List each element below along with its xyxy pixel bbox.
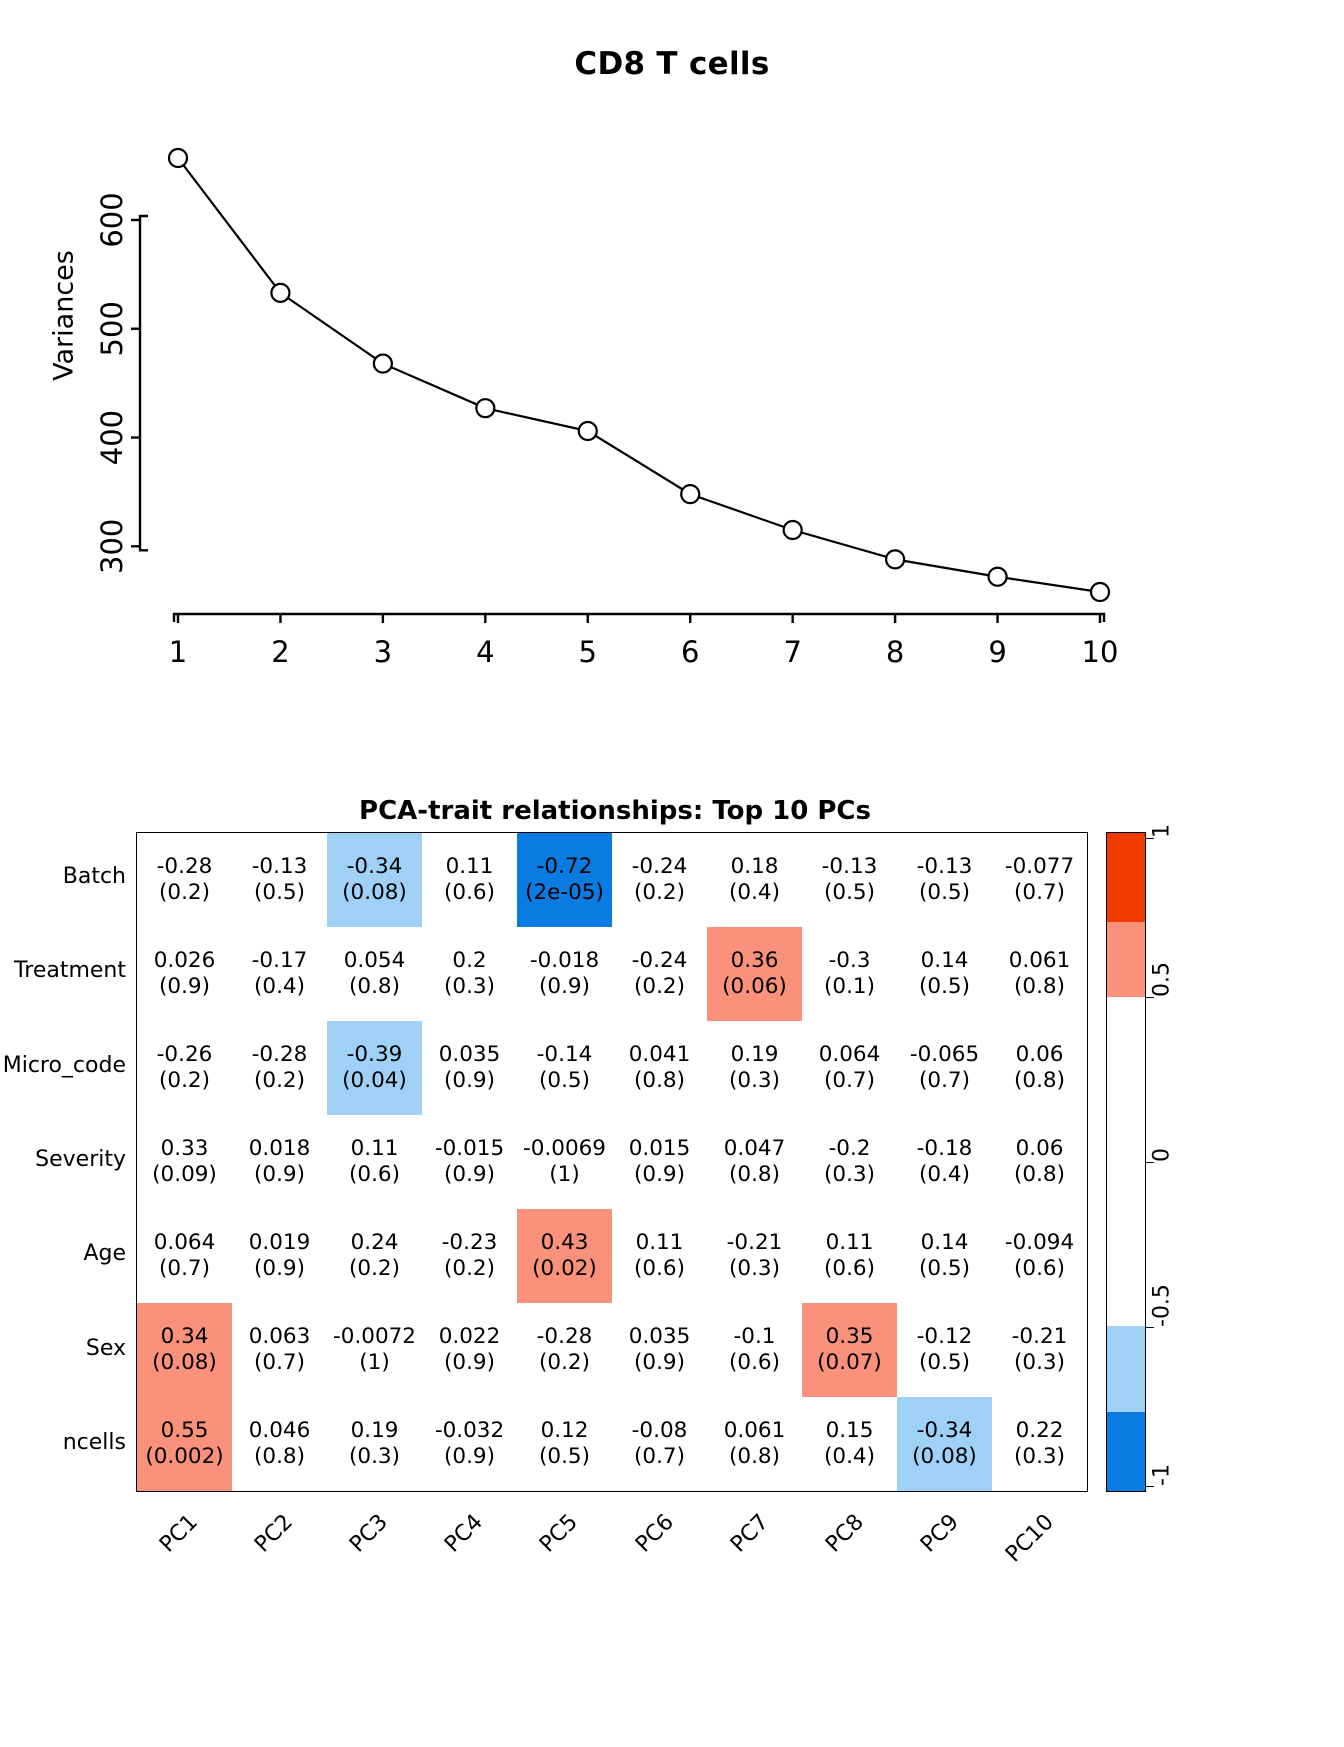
heatmap-cell-pvalue: (0.08): [912, 1444, 977, 1469]
heatmap-cell-pvalue: (0.3): [1014, 1444, 1065, 1469]
scree-data-point: [989, 568, 1007, 586]
heatmap-cell: [137, 927, 232, 1021]
heatmap-cell-correlation: -0.065: [909, 1041, 980, 1067]
heatmap-cell-correlation: 0.035: [438, 1041, 501, 1067]
heatmap-cell: [327, 1397, 422, 1491]
heatmap-cell: [802, 1115, 897, 1209]
heatmap-cell-correlation: -0.018: [529, 947, 600, 973]
heatmap-column-label: PC9: [916, 1509, 965, 1558]
heatmap-cell-pvalue: (0.3): [1014, 1350, 1065, 1375]
heatmap-cell-correlation: 0.18: [730, 853, 779, 879]
heatmap-cell-correlation: 0.43: [540, 1229, 589, 1255]
heatmap-cell-correlation: 0.06: [1015, 1041, 1064, 1067]
scree-plot-svg: [0, 0, 1344, 760]
heatmap-cell-pvalue: (0.5): [919, 1350, 970, 1375]
heatmap-cell-correlation: -0.18: [916, 1135, 973, 1161]
heatmap-cell-pvalue: (0.1): [824, 974, 875, 999]
heatmap-cell-correlation: 0.35: [825, 1323, 874, 1349]
heatmap-cell: [232, 927, 327, 1021]
heatmap-cell-pvalue: (0.9): [444, 1162, 495, 1187]
heatmap-cell-correlation: -0.21: [726, 1229, 783, 1255]
heatmap-cell-pvalue: (0.5): [254, 880, 305, 905]
colorbar-tick: [1146, 1162, 1154, 1163]
heatmap-cell: [517, 1115, 612, 1209]
heatmap-cell-pvalue: (0.7): [159, 1256, 210, 1281]
heatmap-cell-pvalue: (0.2): [254, 1068, 305, 1093]
heatmap-cell-pvalue: (0.8): [1014, 974, 1065, 999]
heatmap-cell: [517, 1209, 612, 1303]
heatmap-cell: [802, 1303, 897, 1397]
heatmap-cell: [327, 927, 422, 1021]
heatmap-cell: [612, 1397, 707, 1491]
heatmap-cell-pvalue: (0.9): [444, 1444, 495, 1469]
heatmap-cell: [422, 1021, 517, 1115]
scree-x-tick-label: 9: [988, 635, 1007, 669]
heatmap-row-label: Treatment: [14, 958, 126, 984]
heatmap-cell: [517, 1303, 612, 1397]
heatmap-cell: [707, 1115, 802, 1209]
heatmap-cell-pvalue: (0.6): [349, 1162, 400, 1187]
heatmap-cell: [232, 833, 327, 927]
heatmap-cell-correlation: 0.14: [920, 947, 969, 973]
heatmap-cell-correlation: -0.24: [631, 947, 688, 973]
heatmap-cell-pvalue: (0.3): [824, 1162, 875, 1187]
heatmap-cell-correlation: 0.11: [445, 853, 494, 879]
heatmap-cell-pvalue: (0.3): [444, 974, 495, 999]
heatmap-cell-correlation: -0.2: [828, 1135, 871, 1161]
heatmap-cell: [422, 1303, 517, 1397]
heatmap-cell-correlation: 0.022: [438, 1323, 501, 1349]
heatmap-cell-pvalue: (0.02): [532, 1256, 597, 1281]
heatmap-cell-pvalue: (0.2): [349, 1256, 400, 1281]
heatmap-cell: [327, 1209, 422, 1303]
scree-y-tick-label: 500: [95, 301, 129, 357]
colorbar-band: [1107, 922, 1145, 998]
heatmap-cell: [517, 927, 612, 1021]
heatmap-cell-pvalue: (0.8): [634, 1068, 685, 1093]
heatmap-cell-correlation: 0.026: [153, 947, 216, 973]
heatmap-cell-correlation: 0.054: [343, 947, 406, 973]
heatmap-cell: [137, 1209, 232, 1303]
heatmap-cell-correlation: 0.12: [540, 1417, 589, 1443]
heatmap-cell-correlation: 0.041: [628, 1041, 691, 1067]
heatmap-cell: [422, 1209, 517, 1303]
heatmap-cell-pvalue: (0.9): [634, 1162, 685, 1187]
heatmap-cell-pvalue: (0.8): [1014, 1162, 1065, 1187]
heatmap-cell-pvalue: (0.2): [159, 880, 210, 905]
heatmap-cell-correlation: -0.14: [536, 1041, 593, 1067]
heatmap-cell-correlation: 0.018: [248, 1135, 311, 1161]
scree-x-tick-label: 2: [271, 635, 290, 669]
heatmap-cell: [707, 1397, 802, 1491]
heatmap-cell-correlation: -0.28: [156, 853, 213, 879]
heatmap-cell-correlation: 0.047: [723, 1135, 786, 1161]
scree-x-tick-label: 1: [168, 635, 188, 669]
heatmap-cell: [992, 1021, 1087, 1115]
colorbar-tick-label: -0.5: [1149, 1284, 1175, 1327]
heatmap-cell-correlation: 0.015: [628, 1135, 691, 1161]
heatmap-cell-correlation: -0.34: [346, 853, 403, 879]
heatmap-cell-correlation: 0.11: [350, 1135, 399, 1161]
scree-data-point: [681, 485, 699, 503]
heatmap-panel: [0, 760, 1344, 1747]
heatmap-cell: [232, 1209, 327, 1303]
heatmap-cell-correlation: -0.34: [916, 1417, 973, 1443]
heatmap-cell-pvalue: (0.9): [634, 1350, 685, 1375]
heatmap-cell: [517, 833, 612, 927]
colorbar-tick: [1146, 838, 1154, 839]
colorbar-tick: [1146, 1327, 1154, 1328]
colorbar-tick-label: 1: [1149, 824, 1175, 838]
scree-y-axis-label: Variances: [48, 250, 80, 381]
heatmap-cell: [707, 1021, 802, 1115]
heatmap-colorbar: [1106, 832, 1146, 1492]
colorbar-tick: [1146, 1486, 1154, 1487]
scree-x-tick-label: 5: [578, 635, 598, 669]
heatmap-cell-pvalue: (0.7): [634, 1444, 685, 1469]
colorbar-tick-label: 0.5: [1149, 962, 1175, 997]
heatmap-cell: [897, 1397, 992, 1491]
heatmap-cell-correlation: -0.3: [828, 947, 871, 973]
heatmap-cell-pvalue: (0.9): [444, 1350, 495, 1375]
scree-y-tick-label: 600: [95, 192, 129, 248]
colorbar-band: [1107, 997, 1145, 1326]
colorbar-band: [1107, 1326, 1145, 1412]
heatmap-cell: [992, 1209, 1087, 1303]
heatmap-cell-pvalue: (0.6): [634, 1256, 685, 1281]
heatmap-cell: [517, 1397, 612, 1491]
heatmap-row-label: ncells: [62, 1429, 126, 1455]
heatmap-cell-pvalue: (0.8): [349, 974, 400, 999]
heatmap-cell-correlation: 0.36: [730, 947, 779, 973]
heatmap-cell: [897, 1021, 992, 1115]
heatmap-cell-correlation: 0.046: [248, 1417, 311, 1443]
heatmap-cell-correlation: -0.23: [441, 1229, 498, 1255]
heatmap-cell: [137, 1115, 232, 1209]
heatmap-cell-pvalue: (0.3): [729, 1068, 780, 1093]
heatmap-cell-correlation: -0.21: [1011, 1323, 1068, 1349]
heatmap-cell-pvalue: (0.7): [1014, 880, 1065, 905]
heatmap-cell-correlation: 0.019: [248, 1229, 311, 1255]
heatmap-column-label: PC10: [1001, 1509, 1060, 1568]
heatmap-cell-correlation: 0.11: [825, 1229, 874, 1255]
heatmap-cell-correlation: 0.064: [153, 1229, 216, 1255]
heatmap-column-label: PC7: [725, 1509, 774, 1558]
heatmap-cell-correlation: 0.19: [730, 1041, 779, 1067]
heatmap-cell-correlation: 0.19: [350, 1417, 399, 1443]
heatmap-cell: [327, 1115, 422, 1209]
heatmap-column-label: PC5: [535, 1509, 584, 1558]
heatmap-cell-correlation: -0.39: [346, 1041, 403, 1067]
heatmap-row-label: Age: [83, 1241, 126, 1267]
heatmap-cell: [897, 1303, 992, 1397]
heatmap-cell: [897, 1209, 992, 1303]
scree-x-tick-label: 3: [373, 635, 393, 669]
heatmap-cell-pvalue: (0.9): [539, 974, 590, 999]
colorbar-tick: [1146, 997, 1154, 998]
heatmap-cell-pvalue: (0.2): [634, 880, 685, 905]
heatmap-cell: [707, 927, 802, 1021]
heatmap-cell: [897, 1115, 992, 1209]
heatmap-cell-correlation: -0.28: [536, 1323, 593, 1349]
heatmap-column-label: PC8: [821, 1509, 869, 1558]
heatmap-cell-pvalue: (0.5): [919, 880, 970, 905]
heatmap-cell: [422, 1115, 517, 1209]
heatmap-cell-pvalue: (0.3): [729, 1256, 780, 1281]
heatmap-cell-pvalue: (0.6): [824, 1256, 875, 1281]
heatmap-cell: [137, 833, 232, 927]
heatmap-cell-pvalue: (0.06): [722, 974, 787, 999]
heatmap-cell: [802, 1021, 897, 1115]
heatmap-cell-pvalue: (0.3): [349, 1444, 400, 1469]
heatmap-row-label: Sex: [85, 1335, 126, 1361]
heatmap-cell: [992, 1303, 1087, 1397]
heatmap-cell-correlation: -0.13: [251, 853, 308, 879]
heatmap-cell: [137, 1303, 232, 1397]
scree-x-tick-label: 6: [680, 635, 700, 669]
colorbar-band: [1107, 833, 1145, 922]
heatmap-cell-correlation: -0.015: [434, 1135, 505, 1161]
heatmap-cell: [137, 1397, 232, 1491]
heatmap-cell-pvalue: (0.04): [342, 1068, 407, 1093]
heatmap-cell-correlation: 0.061: [1008, 947, 1071, 973]
heatmap-cell-correlation: -0.13: [916, 853, 973, 879]
heatmap-cell-pvalue: (0.4): [919, 1162, 970, 1187]
heatmap-cell-pvalue: (0.5): [919, 974, 970, 999]
heatmap-row-label: Micro_code: [2, 1052, 126, 1078]
heatmap-cell-pvalue: (0.2): [634, 974, 685, 999]
heatmap-cell-correlation: -0.28: [251, 1041, 308, 1067]
heatmap-cell-pvalue: (0.7): [919, 1068, 970, 1093]
heatmap-cell: [992, 1397, 1087, 1491]
heatmap-cell: [327, 1021, 422, 1115]
heatmap-cell-pvalue: (0.2): [159, 1068, 210, 1093]
heatmap-cell-pvalue: (0.5): [824, 880, 875, 905]
scree-x-tick-label: 10: [1081, 635, 1119, 669]
heatmap-cell: [897, 833, 992, 927]
heatmap-cell: [517, 1021, 612, 1115]
heatmap-cell-correlation: 0.2: [452, 947, 487, 973]
heatmap-cell: [612, 833, 707, 927]
heatmap-row-label: Severity: [35, 1147, 126, 1172]
heatmap-cell-pvalue: (0.2): [539, 1350, 590, 1375]
heatmap-cell: [422, 1397, 517, 1491]
scree-data-point: [169, 149, 187, 167]
heatmap-cell: [897, 927, 992, 1021]
heatmap-cell: [802, 833, 897, 927]
heatmap-cell-pvalue: (0.002): [145, 1444, 224, 1469]
heatmap-cell: [327, 833, 422, 927]
heatmap-cell-pvalue: (0.8): [1014, 1068, 1065, 1093]
heatmap-cell-pvalue: (0.8): [729, 1444, 780, 1469]
heatmap-cell-correlation: -0.72: [536, 853, 593, 879]
heatmap-cell-pvalue: (0.08): [342, 880, 407, 905]
heatmap-column-label: PC4: [440, 1509, 489, 1558]
heatmap-cell-pvalue: (0.9): [254, 1256, 305, 1281]
heatmap-cell: [232, 1397, 327, 1491]
heatmap-cell-correlation: -0.08: [631, 1417, 688, 1443]
scree-data-point: [784, 521, 802, 539]
heatmap-cell: [802, 1209, 897, 1303]
heatmap-cell: [612, 927, 707, 1021]
scree-x-tick-label: 7: [783, 635, 802, 669]
heatmap-cell-pvalue: (0.7): [254, 1350, 305, 1375]
heatmap-cell-correlation: -0.0069: [523, 1135, 606, 1161]
heatmap-cell-pvalue: (0.6): [444, 880, 495, 905]
heatmap-cell: [232, 1021, 327, 1115]
heatmap-cell-correlation: 0.063: [248, 1323, 311, 1349]
scree-data-point: [579, 422, 597, 440]
colorbar-tick-label: 0: [1149, 1148, 1175, 1162]
heatmap-cell-pvalue: (0.9): [159, 974, 210, 999]
heatmap-cell-pvalue: (0.7): [824, 1068, 875, 1093]
heatmap-cell-correlation: -0.24: [631, 853, 688, 879]
heatmap-cell-pvalue: (0.07): [817, 1350, 882, 1375]
heatmap-cell: [802, 927, 897, 1021]
heatmap-column-label: PC3: [345, 1509, 393, 1558]
heatmap-cell: [992, 833, 1087, 927]
scree-x-tick-label: 4: [476, 635, 495, 669]
heatmap-cell-correlation: 0.14: [920, 1229, 969, 1255]
scree-plot-panel: [0, 0, 1344, 760]
heatmap-cell-pvalue: (0.9): [254, 1162, 305, 1187]
heatmap-cell: [612, 1115, 707, 1209]
heatmap-cell-pvalue: (0.4): [824, 1444, 875, 1469]
heatmap-cell-correlation: -0.17: [251, 947, 308, 973]
heatmap-cell-pvalue: (0.4): [254, 974, 305, 999]
heatmap-cell-correlation: 0.34: [160, 1323, 209, 1349]
heatmap-cell-correlation: -0.12: [916, 1323, 973, 1349]
heatmap-cell-correlation: 0.24: [350, 1229, 399, 1255]
heatmap-cell-correlation: 0.06: [1015, 1135, 1064, 1161]
heatmap-cell-pvalue: (2e-05): [525, 880, 604, 905]
heatmap-row-label: Batch: [62, 864, 126, 890]
heatmap-cell-correlation: 0.061: [723, 1417, 786, 1443]
colorbar-tick-label: -1: [1149, 1464, 1175, 1486]
heatmap-cell: [422, 833, 517, 927]
heatmap-cell: [137, 1021, 232, 1115]
scree-y-tick-label: 300: [95, 518, 129, 574]
scree-data-point: [271, 284, 289, 302]
heatmap-cell-pvalue: (0.09): [152, 1162, 217, 1187]
scree-data-point: [374, 355, 392, 373]
scree-data-point: [1091, 583, 1109, 601]
scree-plot-title: CD8 T cells: [574, 46, 770, 82]
heatmap-cell-pvalue: (0.8): [729, 1162, 780, 1187]
heatmap-cell-correlation: -0.1: [733, 1323, 776, 1349]
heatmap-column-label: PC2: [249, 1509, 298, 1558]
heatmap-cell-correlation: 0.22: [1015, 1417, 1064, 1443]
colorbar-band: [1107, 1412, 1145, 1491]
heatmap-cell-pvalue: (0.9): [444, 1068, 495, 1093]
heatmap-cell: [612, 1021, 707, 1115]
heatmap-cell-pvalue: (0.08): [152, 1350, 217, 1375]
heatmap-cell-correlation: 0.15: [825, 1417, 874, 1443]
heatmap-cell: [707, 1209, 802, 1303]
heatmap-title: PCA-trait relationships: Top 10 PCs: [359, 796, 871, 826]
heatmap-cell-pvalue: (1): [359, 1350, 390, 1375]
heatmap-cell-pvalue: (0.6): [729, 1350, 780, 1375]
heatmap-cell: [612, 1209, 707, 1303]
heatmap-cell: [707, 833, 802, 927]
heatmap-cell-correlation: 0.11: [635, 1229, 684, 1255]
heatmap-cell: [232, 1115, 327, 1209]
heatmap-cell-pvalue: (0.4): [729, 880, 780, 905]
heatmap-cell: [992, 927, 1087, 1021]
heatmap-cell-correlation: 0.33: [160, 1135, 209, 1161]
heatmap-cell-correlation: -0.032: [434, 1417, 505, 1443]
heatmap-cell-pvalue: (0.2): [444, 1256, 495, 1281]
scree-data-point: [476, 399, 494, 417]
heatmap-column-label: PC1: [154, 1509, 203, 1558]
heatmap-cell-pvalue: (0.5): [539, 1068, 590, 1093]
heatmap-cell-pvalue: (0.5): [539, 1444, 590, 1469]
heatmap-cell-correlation: -0.13: [821, 853, 878, 879]
heatmap-cell-pvalue: (0.8): [254, 1444, 305, 1469]
heatmap-cell-correlation: -0.094: [1004, 1229, 1075, 1255]
heatmap-cell: [232, 1303, 327, 1397]
heatmap-cell: [612, 1303, 707, 1397]
heatmap-cell: [802, 1397, 897, 1491]
heatmap-cell-correlation: 0.064: [818, 1041, 881, 1067]
heatmap-cell-correlation: -0.0072: [333, 1323, 416, 1349]
scree-data-point: [886, 550, 904, 568]
heatmap-cell: [422, 927, 517, 1021]
heatmap-cell: [327, 1303, 422, 1397]
heatmap-cell-correlation: -0.077: [1004, 853, 1075, 879]
heatmap-cell-correlation: 0.55: [160, 1417, 209, 1443]
heatmap-cell-correlation: 0.035: [628, 1323, 691, 1349]
heatmap-cell-pvalue: (0.6): [1014, 1256, 1065, 1281]
scree-x-tick-label: 8: [885, 635, 905, 669]
heatmap-grid: [136, 832, 1088, 1492]
heatmap-cell-pvalue: (0.5): [919, 1256, 970, 1281]
heatmap-cell-correlation: -0.26: [156, 1041, 213, 1067]
heatmap-cell-pvalue: (1): [549, 1162, 580, 1187]
heatmap-cell: [992, 1115, 1087, 1209]
heatmap-cell: [707, 1303, 802, 1397]
scree-y-tick-label: 400: [95, 409, 129, 466]
heatmap-column-label: PC6: [630, 1509, 679, 1558]
